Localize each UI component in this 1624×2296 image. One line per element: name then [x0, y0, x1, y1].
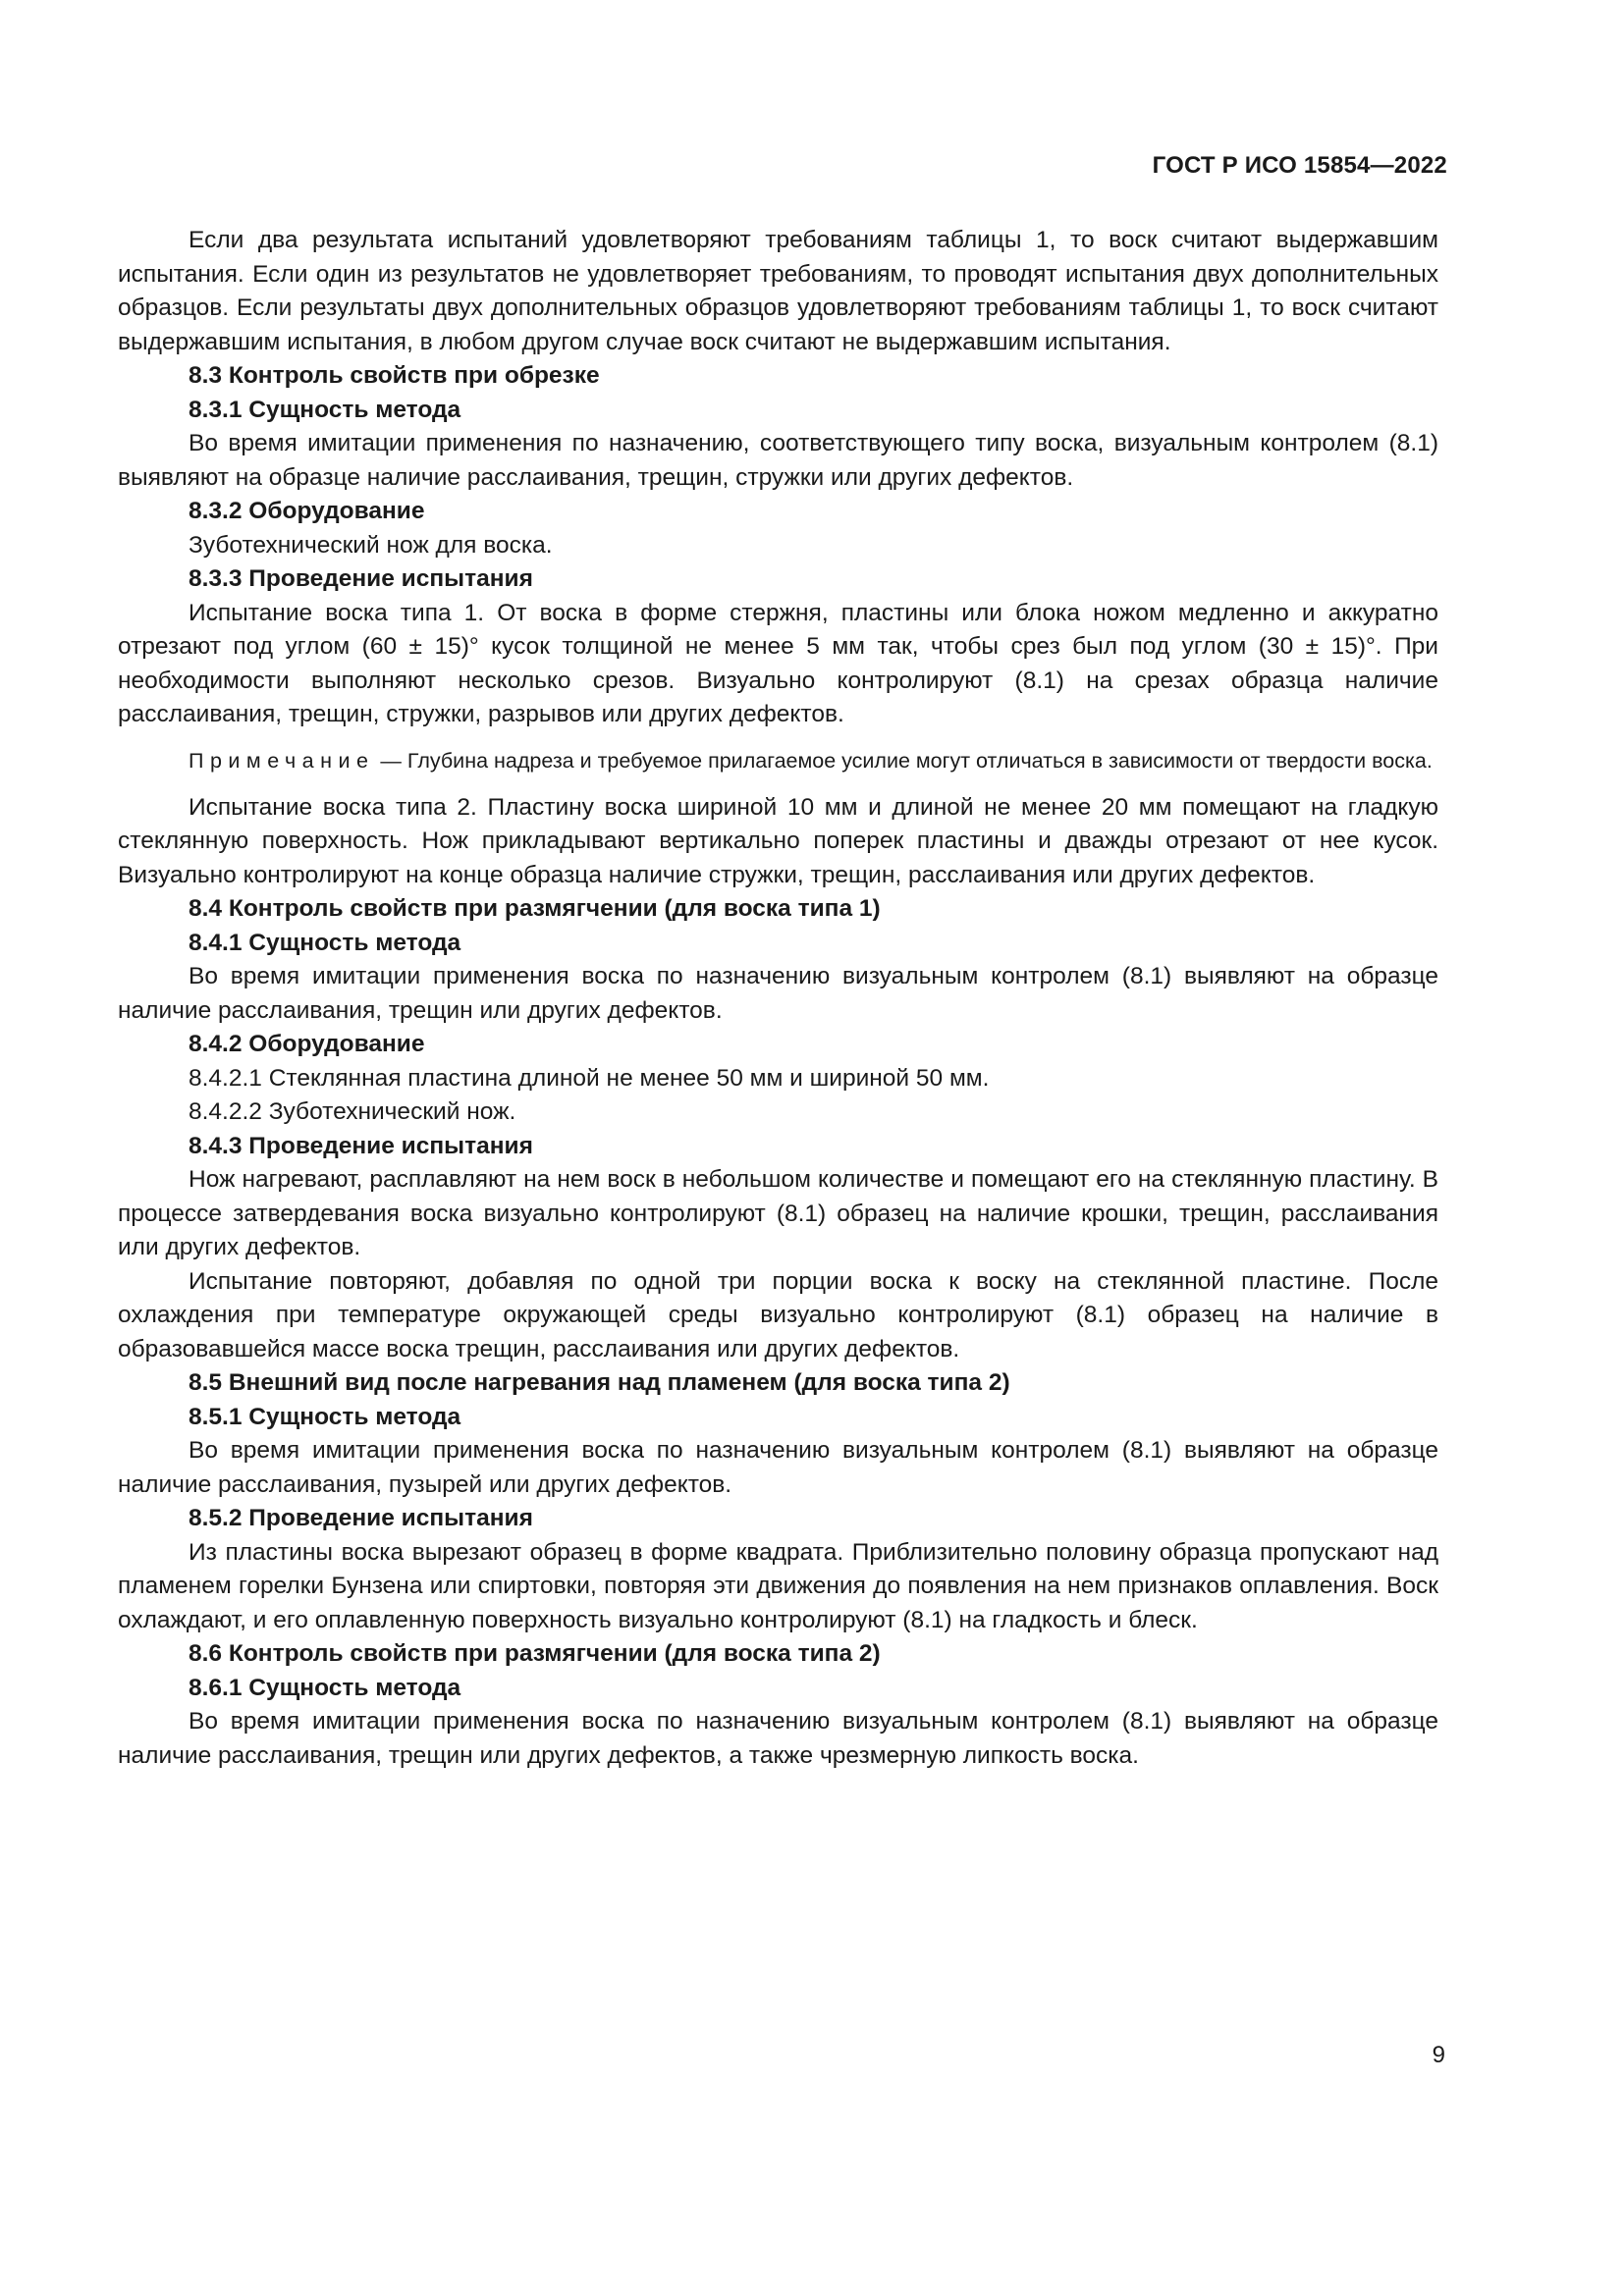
subsection-8-5-2-title: 8.5.2 Проведение испытания	[189, 1505, 533, 1531]
paragraph-8-5-2: Из пластины воска вырезают образец в форме квадрата. Приблизительно половину образца пропускают над пламенем горелки Бунзена или спиртовки, повторяя эти движения до появления на нем признаков оплавления. Воск охлаждают, и его оплавленную поверхность визуально контролируют (8.1) на гладкость и блеск.	[118, 1538, 1438, 1633]
paragraph-intro: Если два результата испытаний удовлетворяют требованиям таблицы 1, то воск считают выдержавшим испытания. Если один из результатов не удовлетворяет требованиям, то проводят испытания двух дополнительных образцов. Если результаты двух дополнительных образцов удовлетворяют требованиям таблицы 1, то воск считают выдержавшим испытания, в любом другом случае воск считают не выдержавшим испытания.	[118, 227, 1438, 355]
paragraph-8-4-1: Во время имитации применения воска по назначению визуальным контролем (8.1) выявляют на образце наличие расслаивания, трещин или других дефектов.	[118, 963, 1438, 1024]
paragraph-8-6-1: Во время имитации применения воска по назначению визуальным контролем (8.1) выявляют на образце наличие расслаивания, трещин или других дефектов, а также чрезмерную липкость воска.	[118, 1708, 1438, 1769]
note-text: — Глубина надреза и требуемое прилагаемое усилие могут отличаться в зависимости от твердости воска.	[374, 748, 1433, 773]
subsection-8-5-1-title: 8.5.1 Сущность метода	[189, 1403, 461, 1430]
subsection-8-3-1-title: 8.3.1 Сущность метода	[189, 396, 461, 423]
section-8-4-title: 8.4 Контроль свойств при размягчении (для воска типа 1)	[189, 895, 881, 922]
paragraph-8-4-3-b: Испытание повторяют, добавляя по одной три порции воска к воску на стеклянной пластине. После охлаждения при температуре окружающей среды визуально контролируют (8.1) образец на наличие в образовавшейся массе воска трещин, расслаивания или других дефектов.	[118, 1267, 1438, 1362]
subsection-8-4-1-title: 8.4.1 Сущность метода	[189, 929, 461, 956]
subsection-8-4-3-title: 8.4.3 Проведение испытания	[189, 1132, 533, 1159]
page-number: 9	[1432, 2042, 1445, 2068]
paragraph-8-5-1: Во время имитации применения воска по назначению визуальным контролем (8.1) выявляют на образце наличие расслаивания, пузырей или других дефектов.	[118, 1437, 1438, 1498]
paragraph-8-3-3-type2: Испытание воска типа 2. Пластину воска шириной 10 мм и длиной не менее 20 мм помещают на гладкую стеклянную поверхность. Нож прикладывают вертикально поперек пластины и дважды отрезают от нее кусок. Визуально контролируют на конце образца наличие стружки, трещин, расслаивания или других дефектов.	[118, 793, 1438, 888]
section-8-6-title: 8.6 Контроль свойств при размягчении (для воска типа 2)	[189, 1640, 881, 1667]
paragraph-8-3-1: Во время имитации применения по назначению, соответствующего типу воска, визуальным контролем (8.1) выявляют на образце наличие расслаивания, трещин, стружки или других дефектов.	[118, 430, 1438, 491]
paragraph-8-4-3-a: Нож нагревают, расплавляют на нем воск в небольшом количестве и помещают его на стеклянную пластину. В процессе затвердевания воска визуально контролируют (8.1) образец на наличие крошки, трещин, расслаивания или других дефектов.	[118, 1166, 1438, 1260]
subsection-8-3-2-title: 8.3.2 Оборудование	[189, 498, 425, 524]
note-label: Примечание	[189, 748, 375, 773]
paragraph-8-3-2: Зуботехнический нож для воска.	[189, 531, 553, 559]
document-header: ГОСТ Р ИСО 15854—2022	[1152, 152, 1447, 179]
page-body	[118, 224, 1438, 1773]
section-8-5-title: 8.5 Внешний вид после нагревания над пламенем (для воска типа 2)	[189, 1369, 1010, 1396]
item-8-4-2-1: 8.4.2.1 Стеклянная пластина длиной не менее 50 мм и шириной 50 мм.	[189, 1064, 990, 1092]
note-8-3-3	[118, 746, 1438, 776]
subsection-8-3-3-title: 8.3.3 Проведение испытания	[189, 565, 533, 592]
subsection-8-4-2-title: 8.4.2 Оборудование	[189, 1031, 425, 1057]
paragraph-8-3-3: Испытание воска типа 1. От воска в форме стержня, пластины или блока ножом медленно и аккуратно отрезают под углом (60 ± 15)° кусок толщиной не менее 5 мм так, чтобы срез был под углом (30 ± 15)°. При необходимости выполняют несколько срезов. Визуально контролируют (8.1) на срезах образца наличие расслаивания, трещин, стружки, разрывов или других дефектов.	[118, 599, 1438, 727]
item-8-4-2-2: 8.4.2.2 Зуботехнический нож.	[189, 1098, 516, 1125]
subsection-8-6-1-title: 8.6.1 Сущность метода	[189, 1674, 461, 1701]
section-8-3-title: 8.3 Контроль свойств при обрезке	[189, 362, 600, 389]
